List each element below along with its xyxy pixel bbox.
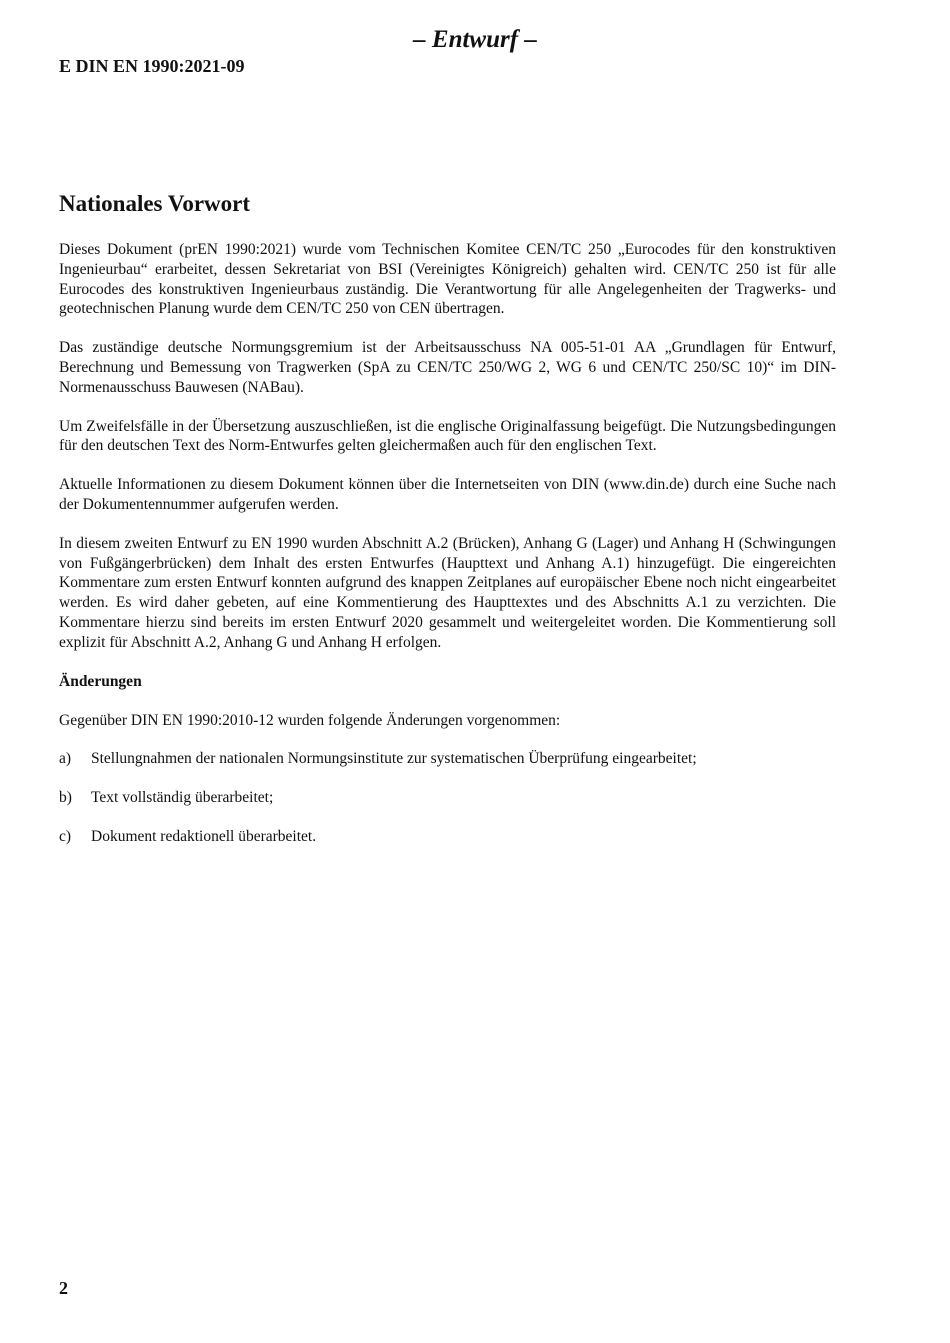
- list-item: [59, 827, 836, 847]
- page-number: 2: [59, 1278, 68, 1298]
- paragraph-translation: Um Zweifelsfälle in der Übersetzung auszuschließen, ist die englische Originalfassung beigefügt. Die Nutzungsbedingungen für den deutschen Text des Norm-Entwurfes gelten gleichermaßen auch für den englischen Text.: [59, 417, 836, 455]
- section-title: Nationales Vorwort: [59, 191, 251, 216]
- changes-title: Änderungen: [59, 672, 142, 690]
- paragraph-information: Aktuelle Informationen zu diesem Dokument können über die Internetseiten von DIN (www.din.de) durch eine Suche nach der Dokumentennummer aufgerufen werden.: [59, 476, 836, 513]
- draft-stamp: – Entwurf –: [413, 26, 537, 53]
- document-id: E DIN EN 1990:2021-09: [59, 56, 245, 76]
- paragraph-committee: Dieses Dokument (prEN 1990:2021) wurde vom Technischen Komitee CEN/TC 250 „Eurocodes für den konstruktiven Ingenieurbau“ erarbeitet, dessen Sekretariat von BSI (Vereinigtes Königreich) gehalten wird. CEN/TC 250 ist für alle Eurocodes des konstruktiven Ingenieurbaus zuständig. Die Verantwortung für alle Angelegenheiten der Tragwerks- und geotechnischen Planung wurde dem CEN/TC 250 von CEN übertragen.: [59, 241, 836, 318]
- list-marker: c): [59, 828, 72, 846]
- list-item: [59, 749, 836, 769]
- list-item-text: Dokument redaktionell überarbeitet.: [91, 828, 317, 846]
- list-marker: a): [59, 750, 72, 768]
- paragraph-second-draft: In diesem zweiten Entwurf zu EN 1990 wurden Abschnitt A.2 (Brücken), Anhang G (Lager) und Anhang H (Schwingungen von Fußgängerbrücken) dem Inhalt des ersten Entwurfes (Haupttext und Anhang A.1) hinzugefügt. Die eingereichten Kommentare zum ersten Entwurf konnten aufgrund des knappen Zeitplanes auf europäischer Ebene noch nicht eingearbeitet werden. Es wird daher gebeten, auf eine Kommentierung des Haupttextes und des Abschnitts A.1 zu verzichten. Die Kommentare hierzu sind bereits im ersten Entwurf 2020 gesammelt und weitergeleitet worden. Die Kommentierung soll explizit für Abschnitt A.2, Anhang G und Anhang H erfolgen.: [59, 534, 836, 651]
- paragraph-national-body: Das zuständige deutsche Normungsgremium ist der Arbeitsausschuss NA 005-51-01 AA „Grundlagen für Entwurf, Berechnung und Bemessung von Tragwerken (SpA zu CEN/TC 250/WG 2, WG 6 und CEN/TC 250/SC 10)“ im DIN-Normenausschuss Bauwesen (NABau).: [59, 339, 836, 396]
- page-content: [59, 190, 836, 866]
- list-item-text: Text vollständig überarbeitet;: [91, 789, 274, 807]
- changes-intro: Gegenüber DIN EN 1990:2010-12 wurden folgende Änderungen vorgenommen:: [59, 711, 561, 729]
- list-item: [59, 788, 836, 808]
- list-item-text: Stellungnahmen der nationalen Normungsinstitute zur systematischen Überprüfung eingearbeitet;: [91, 750, 697, 768]
- list-marker: b): [59, 789, 72, 807]
